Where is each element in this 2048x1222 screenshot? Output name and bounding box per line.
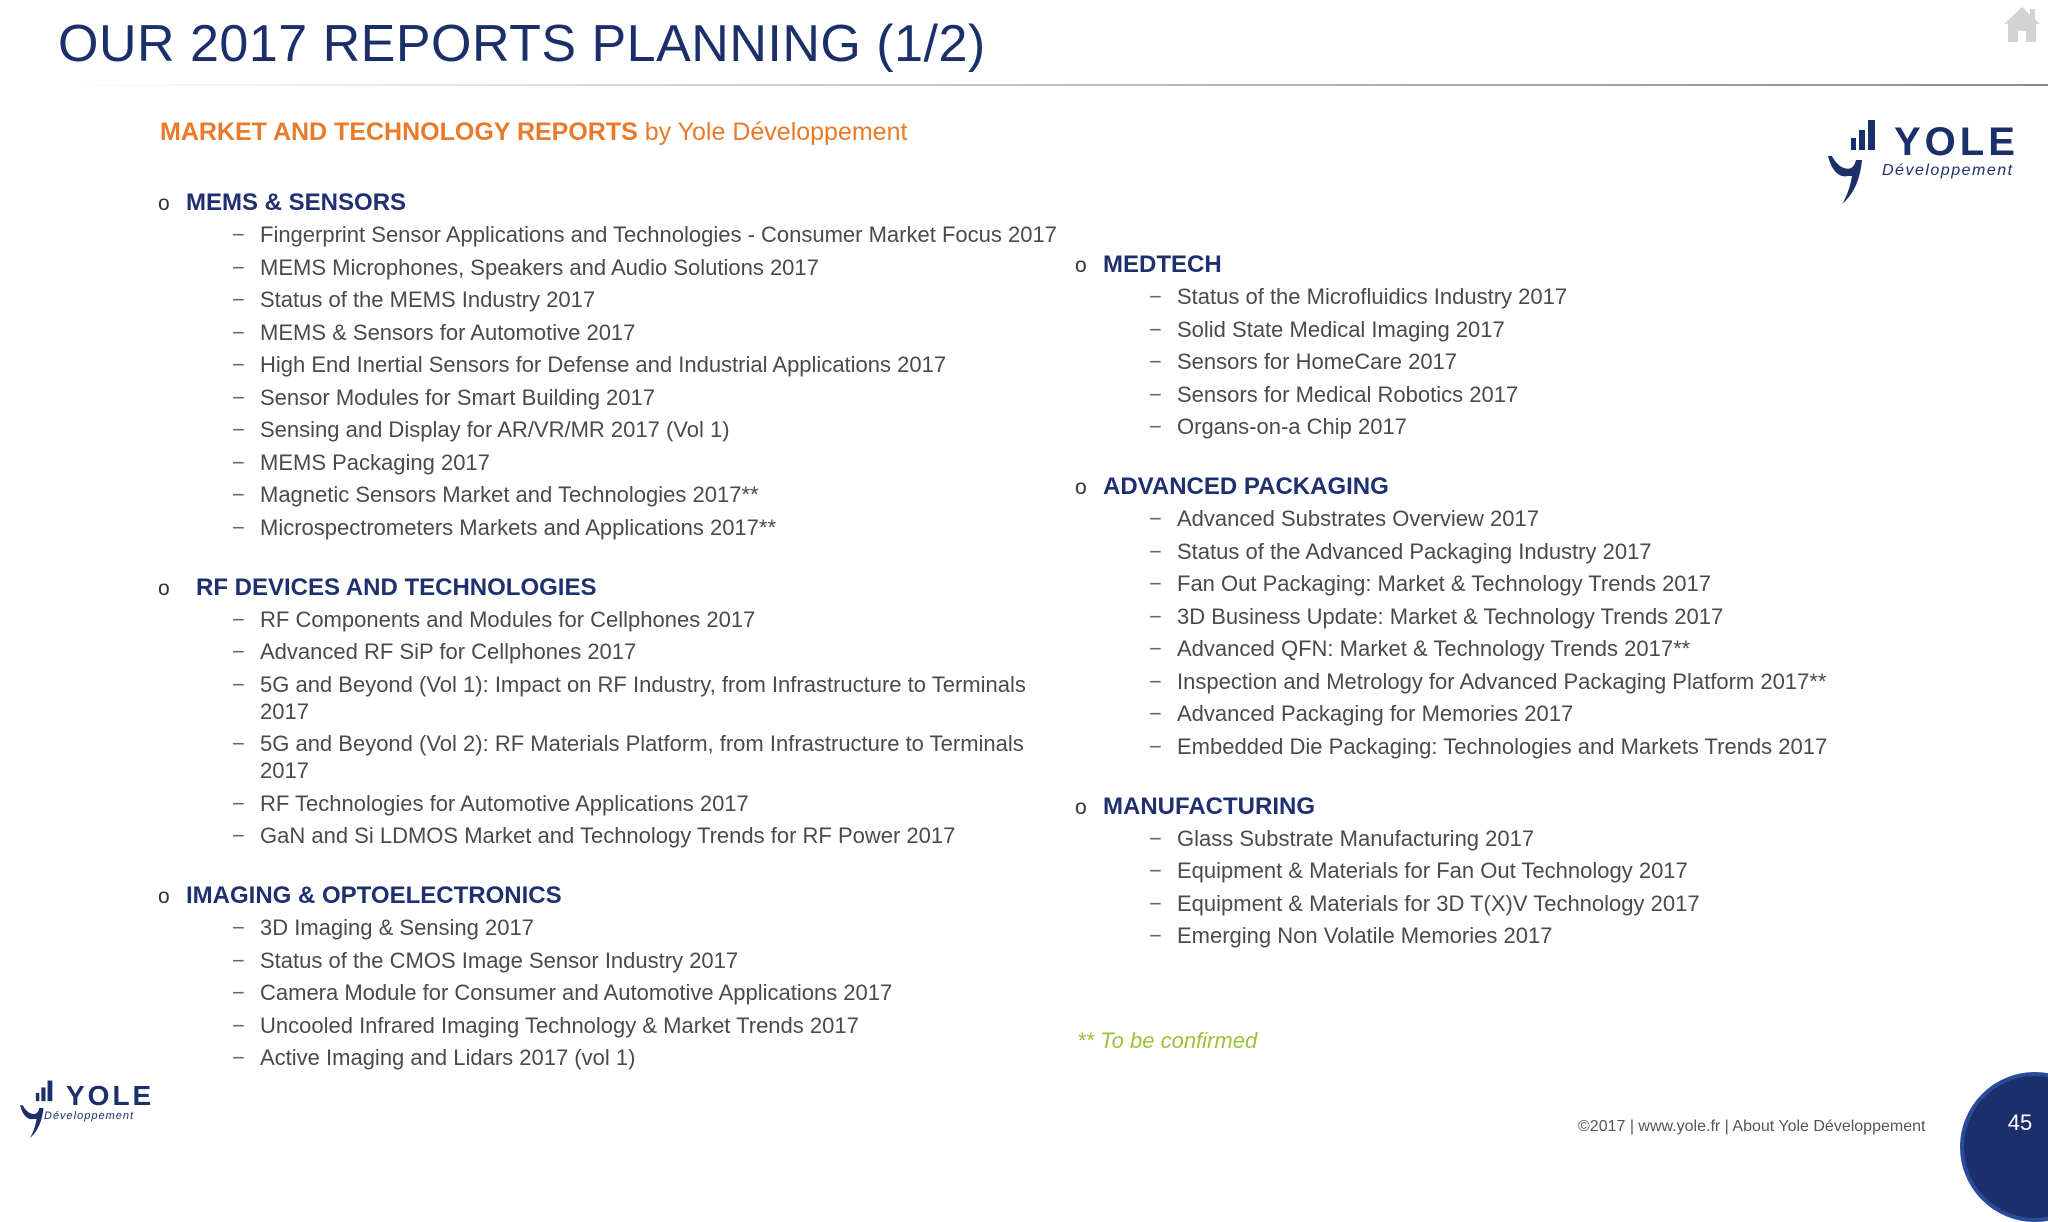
dash-marker: −: [232, 352, 245, 377]
list-item: [1075, 538, 1835, 565]
dash-marker: −: [232, 287, 245, 312]
dash-marker: −: [1149, 668, 1162, 694]
section-heading: [1075, 790, 1835, 825]
subtitle-bold: MARKET AND TECHNOLOGY REPORTS: [160, 118, 638, 146]
dash-marker: −: [1149, 316, 1162, 342]
subtitle-rest: by Yole Développement: [637, 118, 908, 146]
dash-marker: −: [1149, 858, 1162, 883]
yole-logo: [1822, 112, 2017, 208]
report-title: Advanced Substrates Overview 2017: [1177, 506, 1539, 531]
list-item: [1075, 283, 1835, 310]
yole-logo-footer: [16, 1074, 155, 1142]
section-heading: [158, 879, 1058, 914]
report-title: Advanced RF SiP for Cellphones 2017: [260, 639, 637, 664]
section-heading-text: IMAGING & OPTOELECTRONICS: [186, 882, 562, 909]
list-item: [158, 351, 1058, 378]
report-list: [158, 914, 1058, 1071]
report-title: Magnetic Sensors Market and Technologies 2017**: [260, 482, 759, 507]
section-heading-text: MANUFACTURING: [1103, 792, 1315, 820]
report-title: High End Inertial Sensors for Defense and Industrial Applications 2017: [260, 352, 947, 377]
list-item: [158, 384, 1058, 411]
dash-marker: −: [1149, 571, 1162, 596]
footnote: ** To be confirmed: [1077, 1028, 1258, 1053]
list-item: [1075, 857, 1835, 884]
dash-marker: −: [232, 731, 245, 756]
dash-marker: −: [232, 606, 245, 632]
report-title: Advanced QFN: Market & Technology Trends 2017**: [1177, 636, 1691, 661]
section-heading: [1075, 248, 1835, 283]
bullet-marker: o: [158, 192, 170, 215]
dash-marker: −: [1149, 349, 1162, 374]
list-item: [1075, 635, 1835, 662]
dash-marker: −: [1149, 733, 1162, 759]
bullet-marker: o: [1075, 476, 1087, 499]
list-item: [1075, 316, 1835, 343]
dash-marker: −: [1149, 701, 1162, 726]
report-title: 3D Imaging & Sensing 2017: [260, 915, 534, 940]
dash-marker: −: [1149, 923, 1162, 948]
dash-marker: −: [232, 449, 245, 475]
report-title: Inspection and Metrology for Advanced Packaging Platform 2017**: [1177, 668, 1827, 694]
list-item: [158, 1012, 1058, 1039]
logo-tagline: Développement: [1882, 162, 2014, 179]
home-icon[interactable]: [2000, 2, 2044, 46]
dash-marker: −: [232, 639, 245, 664]
list-item: [158, 1044, 1058, 1071]
section-heading-text: MEDTECH: [1103, 251, 1222, 278]
list-item: [158, 286, 1058, 313]
list-item: [1075, 570, 1835, 597]
left-column: [158, 186, 1058, 1101]
report-title: MEMS & Sensors for Automotive 2017: [260, 319, 636, 345]
dash-marker: −: [232, 947, 245, 973]
report-title: Organs-on-a Chip 2017: [1177, 414, 1407, 439]
dash-marker: −: [1149, 603, 1162, 629]
page-number: 45: [2007, 1110, 2033, 1135]
list-item: [158, 481, 1058, 508]
section-rf-devices: [158, 571, 1058, 850]
list-item: [1075, 381, 1835, 408]
bullet-marker: o: [1075, 795, 1087, 819]
section-heading: [158, 186, 1058, 221]
dash-marker: −: [1149, 506, 1162, 531]
report-title: MEMS Packaging 2017: [260, 449, 490, 475]
dash-marker: −: [1149, 381, 1162, 407]
list-item: [158, 979, 1058, 1006]
report-title: GaN and Si LDMOS Market and Technology Trends for RF Power 2017: [260, 823, 956, 848]
list-item: [1075, 825, 1835, 852]
report-list: [158, 606, 1058, 850]
report-title: Embedded Die Packaging: Technologies and Markets Trends 2017: [1177, 733, 1828, 759]
section-imaging-optoelectronics: [158, 879, 1058, 1071]
report-list: [158, 221, 1058, 541]
list-item: [158, 914, 1058, 941]
bullet-marker: o: [1075, 254, 1087, 277]
bullet-marker: o: [158, 576, 170, 600]
report-title: Status of the MEMS Industry 2017: [260, 287, 596, 312]
section-mems-sensors: [158, 186, 1058, 541]
report-title: Sensor Modules for Smart Building 2017: [260, 384, 655, 410]
dash-marker: −: [232, 319, 245, 345]
list-item: [1075, 890, 1835, 917]
list-item: [158, 221, 1058, 248]
dash-marker: −: [232, 980, 245, 1005]
dash-marker: −: [1149, 414, 1162, 439]
footer-text: ©2017 | www.yole.fr | About Yole Développement: [1578, 1118, 1926, 1135]
report-title: Emerging Non Volatile Memories 2017: [1177, 923, 1553, 948]
report-title: Status of the Advanced Packaging Industry 2017: [1177, 538, 1652, 564]
dash-marker: −: [232, 254, 245, 280]
section-heading-text: MEMS & SENSORS: [186, 189, 407, 216]
list-item: [1075, 348, 1835, 375]
list-item: [158, 790, 1058, 817]
logo-tagline: Développement: [44, 1110, 135, 1122]
section-subtitle: [160, 118, 907, 147]
section-medtech: [1075, 248, 1835, 440]
list-item: [158, 730, 1058, 784]
dash-marker: −: [232, 222, 245, 247]
list-item: [1075, 505, 1835, 532]
list-item: [158, 947, 1058, 974]
list-item: [158, 514, 1058, 541]
report-title: Equipment & Materials for Fan Out Technology 2017: [1177, 858, 1688, 883]
page-title: OUR 2017 REPORTS PLANNING (1/2): [58, 15, 986, 73]
right-column: [1075, 248, 1835, 979]
dash-marker: −: [232, 915, 245, 940]
list-item: [158, 822, 1058, 849]
dash-marker: −: [1149, 890, 1162, 916]
report-title: Advanced Packaging for Memories 2017: [1177, 701, 1574, 726]
list-item: [158, 606, 1058, 633]
logo-text: YOLE: [1894, 120, 2019, 164]
section-manufacturing: [1075, 790, 1835, 950]
report-title: 3D Business Update: Market & Technology Trends 2017: [1177, 603, 1724, 629]
dash-marker: −: [232, 823, 245, 848]
dash-marker: −: [1149, 538, 1162, 564]
dash-marker: −: [1149, 825, 1162, 851]
dash-marker: −: [232, 417, 245, 442]
list-item: [1075, 922, 1835, 949]
dash-marker: −: [232, 482, 245, 507]
section-heading-text: RF DEVICES AND TECHNOLOGIES: [196, 573, 597, 601]
report-title: Sensors for Medical Robotics 2017: [1177, 381, 1519, 407]
logo-mark-icon: [16, 1074, 64, 1142]
report-title: RF Components and Modules for Cellphones 2017: [260, 606, 756, 632]
dash-marker: −: [232, 384, 245, 410]
list-item: [158, 416, 1058, 443]
report-title: Sensors for HomeCare 2017: [1177, 349, 1458, 374]
list-item: [158, 638, 1058, 665]
report-title: Glass Substrate Manufacturing 2017: [1177, 825, 1535, 851]
section-heading-text: ADVANCED PACKAGING: [1103, 473, 1389, 500]
report-title: Equipment & Materials for 3D T(X)V Technology 2017: [1177, 890, 1700, 916]
report-title: Microspectrometers Markets and Applications 2017**: [260, 514, 777, 540]
report-list: [1075, 825, 1835, 950]
report-list: [1075, 283, 1835, 440]
report-title: 5G and Beyond (Vol 2): RF Materials Platform, from Infrastructure to Terminals 2017: [260, 731, 1024, 783]
page-number-badge: [1960, 1072, 2048, 1222]
list-item: [1075, 413, 1835, 440]
report-title: 5G and Beyond (Vol 1): Impact on RF Industry, from Infrastructure to Terminals 2017: [260, 671, 1026, 724]
dash-marker: −: [232, 1045, 245, 1070]
report-title: RF Technologies for Automotive Applications 2017: [260, 790, 749, 816]
list-item: [1075, 700, 1835, 727]
report-title: Sensing and Display for AR/VR/MR 2017 (Vol 1): [260, 417, 730, 442]
report-title: Uncooled Infrared Imaging Technology & Market Trends 2017: [260, 1012, 859, 1038]
list-item: [158, 319, 1058, 346]
report-title: Status of the CMOS Image Sensor Industry 2017: [260, 947, 739, 973]
list-item: [1075, 603, 1835, 630]
list-item: [1075, 733, 1835, 760]
report-title: Fingerprint Sensor Applications and Technologies - Consumer Market Focus 2017: [260, 222, 1057, 247]
report-title: Fan Out Packaging: Market & Technology Trends 2017: [1177, 571, 1712, 596]
title-divider: [58, 84, 2048, 86]
list-item: [158, 254, 1058, 281]
dash-marker: −: [232, 514, 245, 540]
dash-marker: −: [232, 790, 245, 816]
logo-mark-icon: [1822, 112, 1892, 208]
report-list: [1075, 505, 1835, 760]
list-item: [1075, 668, 1835, 695]
report-title: Status of the Microfluidics Industry 2017: [1177, 284, 1568, 309]
report-title: Solid State Medical Imaging 2017: [1177, 316, 1505, 342]
dash-marker: −: [232, 1012, 245, 1038]
section-heading: [1075, 470, 1835, 505]
report-title: Active Imaging and Lidars 2017 (vol 1): [260, 1045, 636, 1070]
bullet-marker: o: [158, 885, 170, 908]
section-heading: [158, 571, 1058, 606]
report-title: MEMS Microphones, Speakers and Audio Solutions 2017: [260, 254, 819, 280]
dash-marker: −: [1149, 636, 1162, 661]
section-advanced-packaging: [1075, 470, 1835, 760]
logo-text: YOLE: [66, 1080, 155, 1111]
report-title: Camera Module for Consumer and Automotive Applications 2017: [260, 980, 893, 1005]
list-item: [158, 671, 1058, 725]
list-item: [158, 449, 1058, 476]
dash-marker: −: [232, 671, 245, 697]
dash-marker: −: [1149, 284, 1162, 309]
